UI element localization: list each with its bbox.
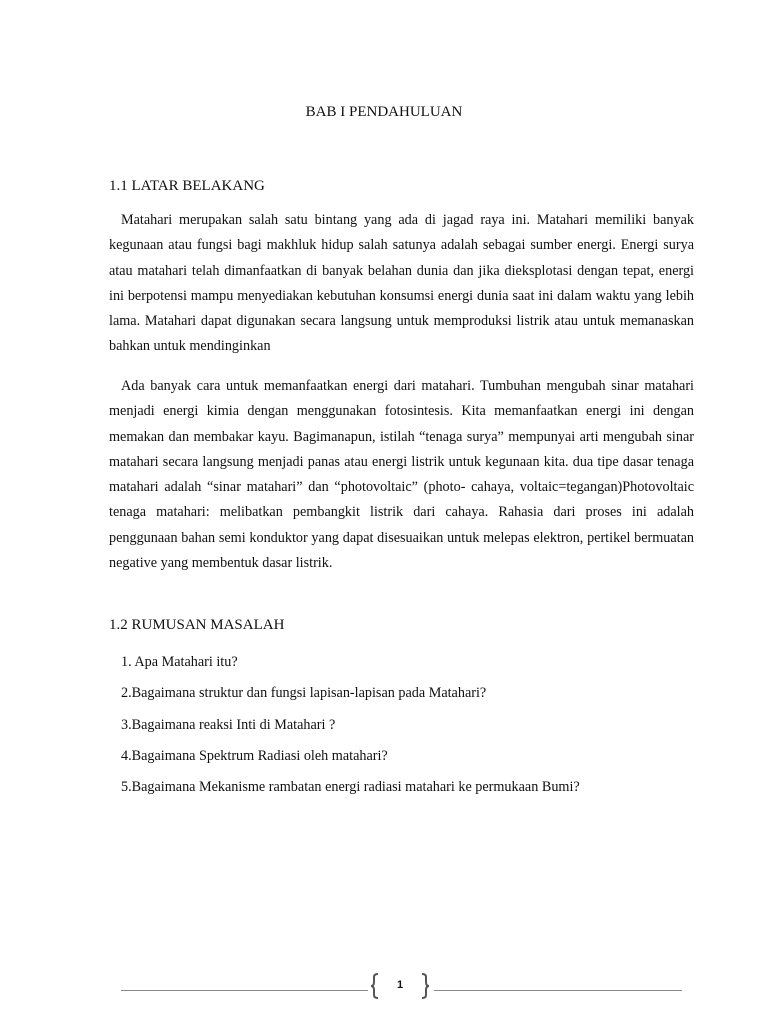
question-item: 1. Apa Matahari itu? bbox=[121, 654, 238, 670]
page-title: BAB I PENDAHULUAN bbox=[305, 104, 463, 120]
question-item: 2.Bagaimana struktur dan fungsi lapisan-lapisan pada Matahari? bbox=[121, 685, 487, 702]
left-bracket-icon bbox=[370, 973, 380, 999]
footer-divider-right bbox=[434, 990, 682, 991]
footer-divider-left bbox=[121, 990, 368, 991]
section-heading-rumusan-masalah: 1.2 RUMUSAN MASALAH bbox=[109, 617, 285, 633]
paragraph-latar-belakang-1: Matahari merupakan salah satu bintang yang ada di jagad raya ini. Matahari memiliki banyak kegunaan atau fungsi bagi makhluk hidup salah satunya adalah sebagai sumber energi. Energi surya atau matahari telah dimanfaatkan di banyak belahan dunia dan jika dieksplotasi dengan tepat, energi ini berpotensi mampu menyediakan kebutuhan konsumsi energi dunia saat ini dalam waktu yang lebih lama. Matahari dapat digunakan secara langsung untuk memproduksi listrik atau untuk memanaskan bahkan untuk mendinginkan bbox=[109, 212, 694, 355]
question-item: 5.Bagaimana Mekanisme rambatan energi radiasi matahari ke permukaan Bumi? bbox=[121, 779, 580, 796]
section-heading-latar-belakang: 1.1 LATAR BELAKANG bbox=[109, 178, 265, 194]
question-list bbox=[121, 650, 580, 806]
paragraph-latar-belakang-2: Ada banyak cara untuk memanfaatkan energi dari matahari. Tumbuhan mengubah sinar matahari menjadi energi kimia dengan menggunakan fotosintesis. Kita memanfaatkan energi ini dengan memakan dan membakar kayu. Bagimanapun, istilah “tenaga surya” mempunyai arti mengubah sinar matahari secara langsung menjadi panas atau energi listrik untuk kegunaan kita. dua tipe dasar tenaga matahari adalah “sinar matahari” dan “photovoltaic” (photo- cahaya, voltaic=tegangan)Photovoltaic tenaga matahari: melibatkan pembangkit listrik dari cahaya. Rahasia dari proses ini adalah penggunaan bahan semi konduktor yang dapat disesuaikan untuk melepas elektron, pertikel bermuatan negative yang membentuk dasar listrik. bbox=[109, 378, 694, 572]
page-number: 1 bbox=[396, 979, 404, 991]
right-bracket-icon bbox=[420, 973, 430, 999]
question-item: 3.Bagaimana reaksi Inti di Matahari ? bbox=[121, 716, 336, 733]
question-item: 4.Bagaimana Spektrum Radiasi oleh matahari? bbox=[121, 747, 388, 764]
